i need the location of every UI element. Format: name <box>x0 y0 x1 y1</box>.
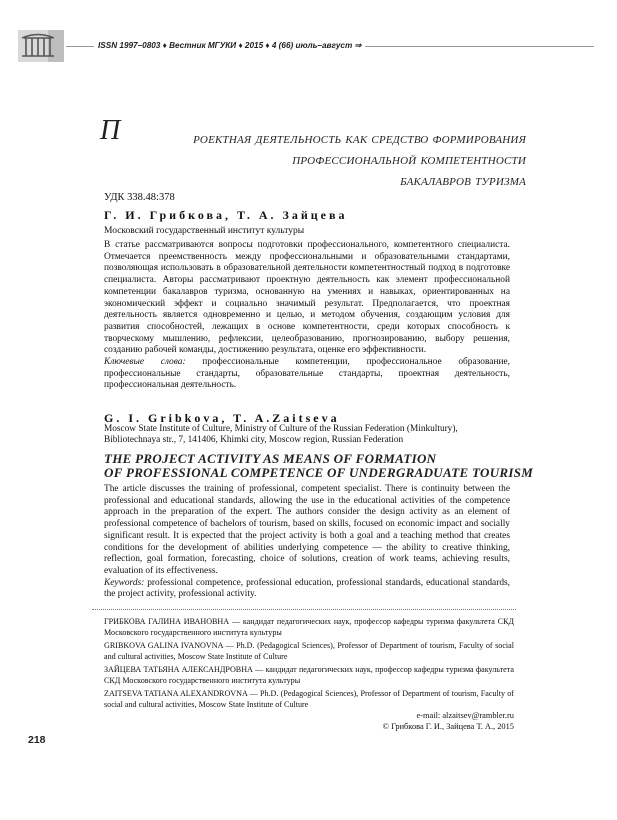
contact-block <box>383 711 514 732</box>
authors-ru: Г. И. Грибкова, Т. А. Зайцева <box>104 208 348 222</box>
author-info-1: ГРИБКОВА ГАЛИНА ИВАНОВНА — кандидат педагогических наук, профессор кафедры туризма факультета СКД Московского государственного института культуры <box>104 617 514 637</box>
article-title-en <box>104 452 533 480</box>
udk-code: УДК 338.48:378 <box>104 192 175 203</box>
page-number: 218 <box>28 734 46 746</box>
email: e-mail: alzaitsev@rambler.ru <box>416 711 514 720</box>
abstract-ru <box>104 240 510 392</box>
institution-en-line-2: Bibliotechnaya str., 7, 141406, Khimki city, Moscow region, Russian Federation <box>104 435 404 445</box>
keywords-ru-label: Ключевые слова: <box>104 357 186 368</box>
author-info-4: ZAITSEVA TATIANA ALEXANDROVNA — Ph.D. (Pedagogical Sciences), Professor of Department of tourism, Faculty of social and cultural activities, Moscow State Institute of Culture <box>104 689 514 709</box>
journal-header: ISSN 1997–0803 ♦ Вестник МГУКИ ♦ 2015 ♦ 4 (66) июль–август ⇒ <box>94 40 365 50</box>
abstract-en-text: The article discusses the training of professional, competent specialist. There is continuity between the professional and educational standards, allowing the use in the educational activities of the competence approach in the preparation of the expert. The authors consider the design activity as an element of professional competence of bachelors of tourism, based on skills, focused on economic impact and socially significant result. It is expected that the project activity is both a goal and a teaching method that creates conditions for the development of abilities underlying competence — the ability to creative thinking, reflection, goal formation, forecasting, choice of solutions, creation of work teams, achieving results, evaluation of its effectiveness. <box>104 484 510 576</box>
article-title-ru <box>100 115 526 191</box>
keywords-en-label: Keywords: <box>104 577 145 588</box>
institution-en <box>104 424 524 446</box>
title-line-2: профессиональной компетентности <box>292 151 526 168</box>
keywords-en-text: professional competence, professional education, professional standards, educational standards, the project activity, professional activity. <box>104 577 510 600</box>
title-en-line-1: THE PROJECT ACTIVITY AS MEANS OF FORMATION <box>104 451 437 466</box>
journal-logo <box>18 30 64 62</box>
title-initial: П <box>100 115 121 146</box>
copyright: © Грибкова Г. И., Зайцева Т. А., 2015 <box>382 721 514 731</box>
author-info-3: ЗАЙЦЕВА ТАТЬЯНА АЛЕКСАНДРОВНА — кандидат педагогических наук, профессор кафедры туризма факультета СКД Московского государственного института культуры <box>104 665 514 685</box>
title-line-3: бакалавров туризма <box>400 172 526 189</box>
institution-ru: Московский государственный институт культуры <box>104 226 305 236</box>
institution-en-line-1: Moscow State Institute of Culture, Ministry of Culture of the Russian Federation (Minkultury), <box>104 424 458 434</box>
abstract-ru-text: В статье рассматриваются вопросы подготовки профессионального, компетентного специалиста. Отмечается преемственность между профессиональными и образовательными стандартами, позволяющая использовать в образовательной деятельности компетентностный подход в подготовке специалиста. Авторы рассматривают проектную деятельность как элемент профессиональной компетенции бакалавров туризма, основанную на умениях и навыках, ориентированных на экономический эффект и социально значимый результат. Предполагается, что проектная деятельность является одновременно и целью, и методом обучения, создающим условия для развития способностей, лежащих в основе компетентности, среди которых способность к творческому мышлению, рефлексии, целеобразованию, прогнозированию, выбору решения, созданию рабочей команды, достижению результата, оценке его эффективности. <box>104 240 510 356</box>
abstract-en <box>104 484 510 601</box>
author-info-2: GRIBKOVA GALINA IVANOVNA — Ph.D. (Pedagogical Sciences), Professor of Department of tourism, Faculty of social and cultural activities, Moscow State Institute of Culture <box>104 641 514 661</box>
dotted-divider <box>92 609 516 610</box>
title-line-1: роектная деятельность как средство формирования <box>193 130 526 147</box>
title-en-line-2: OF PROFESSIONAL COMPETENCE OF UNDERGRADUATE TOURISM <box>104 465 534 480</box>
keywords-ru-text: профессиональные компетенции, профессиональное образование, профессиональные стандарты, образовательные стандарты, проектная деятельность, профессиональная деятельность. <box>104 357 510 391</box>
authors-en: G. I. Gribkova, T. A.Zaitseva <box>104 411 340 425</box>
